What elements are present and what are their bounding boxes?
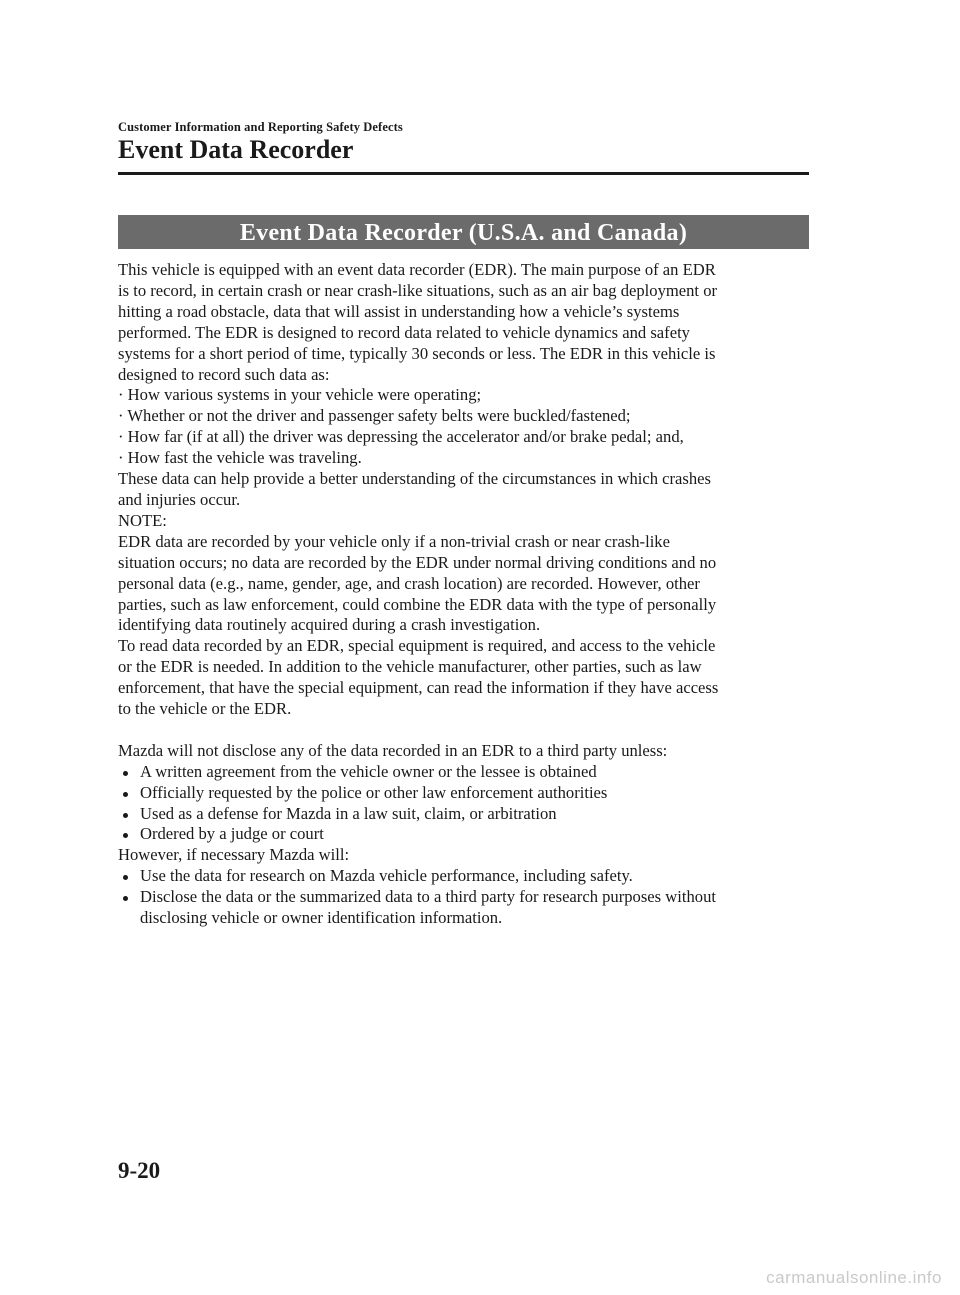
section-title: Event Data Recorder: [118, 135, 354, 164]
topic-banner: Event Data Recorder (U.S.A. and Canada): [118, 215, 809, 249]
bullet-icon: [123, 792, 128, 797]
bullet-icon: [123, 896, 128, 901]
access-line: or the EDR is needed. In addition to the vehicle manufacturer, other parties, such as law: [118, 657, 702, 677]
access-line: To read data recorded by an EDR, special equipment is required, and access to the vehicle: [118, 636, 716, 656]
intro-line: designed to record such data as:: [118, 364, 330, 384]
disclosure-intro: Mazda will not disclose any of the data recorded in an EDR to a third party unless:: [118, 740, 668, 760]
note-line: identifying data routinely acquired during a crash investigation.: [118, 615, 541, 635]
note-line: situation occurs; no data are recorded by the EDR under normal driving conditions and no: [118, 552, 717, 572]
paragraph-gap: [118, 720, 809, 741]
list-item: Ordered by a judge or court: [118, 824, 809, 845]
bullet-icon: [123, 813, 128, 818]
note-line: EDR data are recorded by your vehicle only if a non-trivial crash or near crash-like: [118, 531, 670, 551]
however-intro: However, if necessary Mazda will:: [118, 845, 350, 865]
intro-line: These data can help provide a better understanding of the circumstances in which crashes: [118, 469, 711, 489]
list-item: Officially requested by the police or other law enforcement authorities: [118, 783, 809, 804]
note-label: NOTE:: [118, 510, 167, 530]
chapter-label: Customer Information and Reporting Safety Defects: [118, 120, 403, 134]
list-item: Use the data for research on Mazda vehicle performance, including safety.: [118, 866, 809, 887]
intro-line: is to record, in certain crash or near crash-like situations, such as an air bag deployment or: [118, 280, 718, 300]
note-line: personal data (e.g., name, gender, age, and crash location) are recorded. However, other: [118, 573, 700, 593]
data-item: · How fast the vehicle was traveling.: [118, 448, 362, 468]
data-item: · How far (if at all) the driver was depressing the accelerator and/or brake pedal; and,: [118, 427, 684, 447]
intro-line: hitting a road obstacle, data that will assist in understanding how a vehicle’s systems: [118, 301, 680, 321]
access-line: to the vehicle or the EDR.: [118, 699, 292, 719]
usage-list: [118, 866, 809, 929]
disclosure-list: [118, 762, 809, 846]
access-line: enforcement, that have the special equipment, can read the information if they have access: [118, 678, 719, 698]
intro-line: and injuries occur.: [118, 489, 241, 509]
list-item: A written agreement from the vehicle owner or the lessee is obtained: [118, 762, 809, 783]
intro-line: systems for a short period of time, typically 30 seconds or less. The EDR in this vehicle is: [118, 343, 716, 363]
watermark: carmanualsonline.info: [766, 1268, 942, 1287]
bullet-icon: [123, 771, 128, 776]
list-item: Disclose the data or the summarized data to a third party for research purposes without: [118, 887, 809, 908]
intro-line: performed. The EDR is designed to record data related to vehicle dynamics and safety: [118, 322, 690, 342]
data-item: · Whether or not the driver and passenger safety belts were buckled/fastened;: [118, 406, 631, 426]
note-line: parties, such as law enforcement, could combine the EDR data with the type of personally: [118, 594, 717, 614]
page-number: 9-20: [118, 1158, 161, 1183]
bullet-icon: [123, 875, 128, 880]
data-item: · How various systems in your vehicle were operating;: [118, 385, 482, 405]
title-divider: [118, 172, 809, 175]
bullet-icon: [123, 833, 128, 838]
intro-line: This vehicle is equipped with an event data recorder (EDR). The main purpose of an EDR: [118, 260, 716, 279]
list-item: Used as a defense for Mazda in a law suit, claim, or arbitration: [118, 804, 809, 825]
body-text: [118, 260, 809, 929]
list-item-continuation: disclosing vehicle or owner identification information.: [140, 908, 503, 928]
